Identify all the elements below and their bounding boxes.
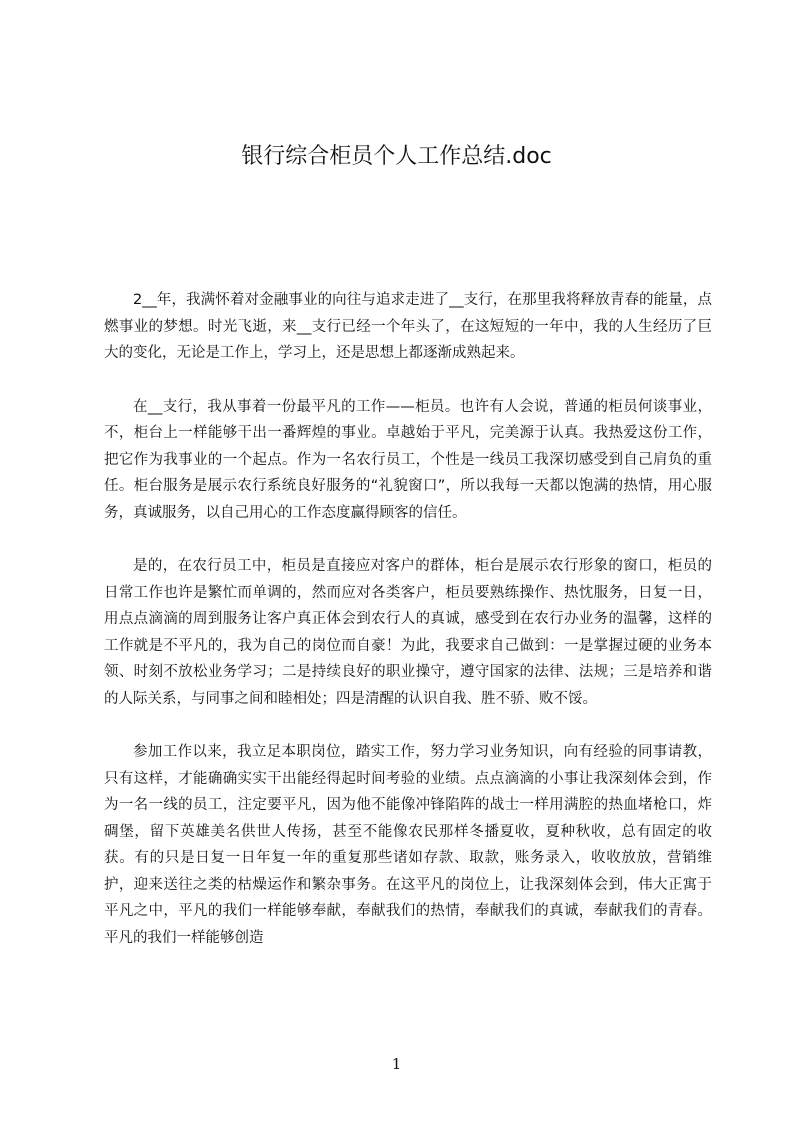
document-body bbox=[104, 287, 712, 978]
paragraph-2: 在__支行，我从事着一份最平凡的工作——柜员。也许有人会说，普通的柜员何谈事业，不，柜台上一样能够干出一番辉煌的事业。卓越始于平凡，完美源于认真。我热爱这份工作，把它作为我事业的一个起点。作为一名农行员工，个性是一线员工我深切感受到自己肩负的重任。柜台服务是展示农行系统良好服务的“礼貌窗口”，所以我每一天都以饱满的热情，用心服务，真诚服务，以自己用心的工作态度赢得顾客的信任。 bbox=[104, 398, 712, 521]
page-number: 1 bbox=[391, 1055, 402, 1073]
paragraph-3: 是的，在农行员工中，柜员是直接应对客户的群体，柜台是展示农行形象的窗口，柜员的日常工作也许是繁忙而单调的，然而应对各类客户，柜员要熟练操作、热忱服务，日复一日，用点点滴滴的周到服务让客户真正体会到农行人的真诚，感受到在农行办业务的温馨，这样的工作就是不平凡的，我为自己的岗位而自豪！为此，我要求自己做到：一是掌握过硬的业务本领、时刻不放松业务学习；二是持续良好的职业操守，遵守国家的法律、法规；三是培养和谐的人际关系，与同事之间和睦相处；四是清醒的认识自我、胜不骄、败不馁。 bbox=[104, 558, 712, 707]
document-title: 银行综合柜员个人工作总结.doc bbox=[241, 144, 552, 169]
paragraph-1: 2__年，我满怀着对金融事业的向往与追求走进了__支行，在那里我将释放青春的能量，点燃事业的梦想。时光飞逝，来__支行已经一个年头了，在这短短的一年中，我的人生经历了巨大的变化，无论是工作上，学习上，还是思想上都逐渐成熟起来。 bbox=[104, 292, 712, 361]
paragraph-4: 参加工作以来，我立足本职岗位，踏实工作，努力学习业务知识，向有经验的同事请教，只有这样，才能确确实实干出能经得起时间考验的业绩。点点滴滴的小事让我深刻体会到，作为一名一线的员工，注定要平凡，因为他不能像冲锋陷阵的战士一样用满腔的热血堵枪口，炸碉堡，留下英雄美名供世人传扬，甚至不能像农民那样冬播夏收，夏种秋收，总有固定的收获。有的只是日复一日年复一年的重复那些诸如存款、取款，账务录入，收收放放，营销维护，迎来送往之类的枯燥运作和繁杂事务。在这平凡的岗位上，让我深刻体会到，伟大正寓于平凡之中，平凡的我们一样能够奉献，奉献我们的热情，奉献我们的真诚，奉献我们的青春。平凡的我们一样能够创造 bbox=[104, 744, 712, 946]
